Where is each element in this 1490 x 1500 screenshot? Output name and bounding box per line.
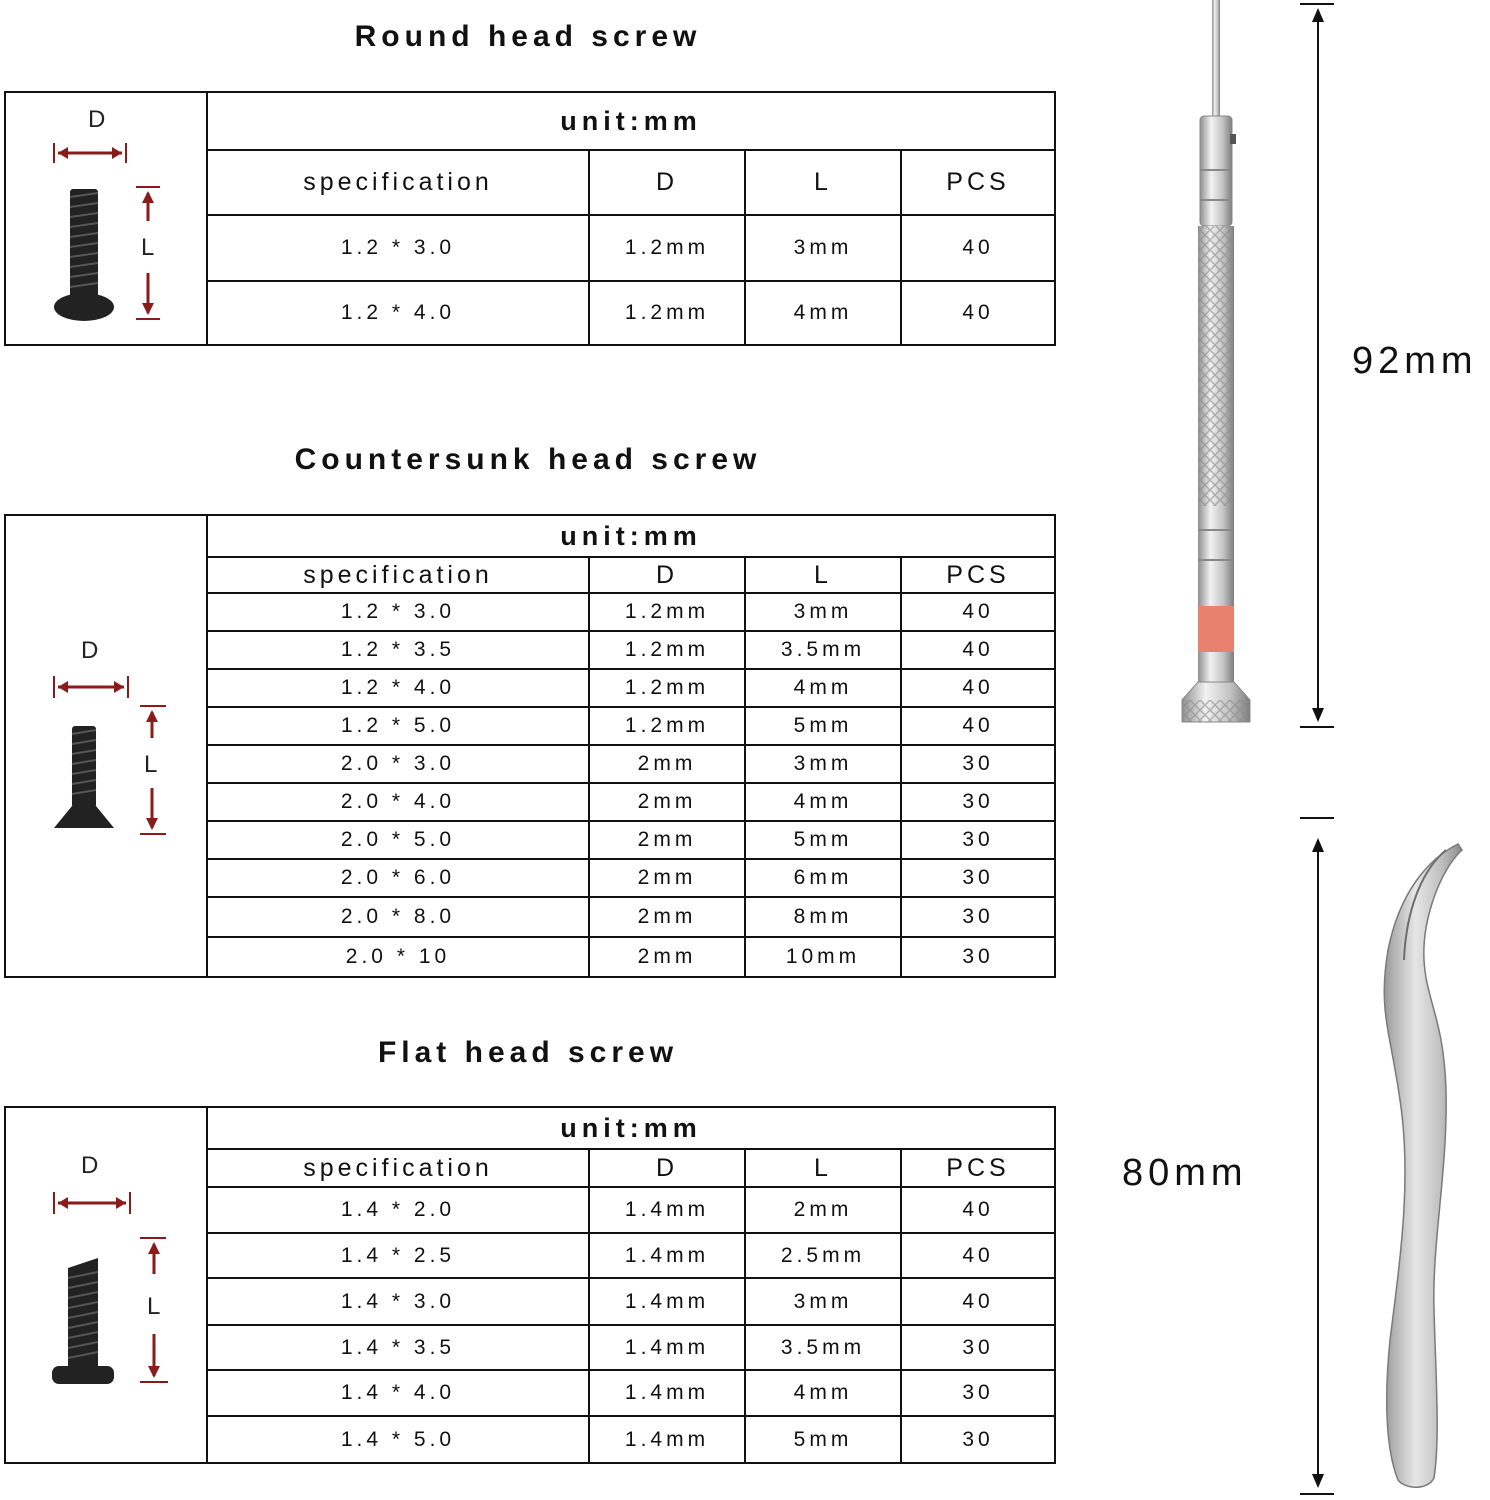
table-row <box>208 860 1054 898</box>
cell-d: 1.4mm <box>590 1188 746 1232</box>
tweezers-length-dimension <box>1290 800 1350 1500</box>
table-row <box>208 1279 1054 1326</box>
table-row <box>208 822 1054 860</box>
cell-l: 8mm <box>746 898 902 936</box>
cell-l: 4mm <box>746 670 902 706</box>
cell-specification: 2.0 * 3.0 <box>208 746 590 782</box>
cell-d: 1.2mm <box>590 708 746 744</box>
header-specification: specification <box>208 558 590 592</box>
cell-d: 1.2mm <box>590 632 746 668</box>
cell-l: 6mm <box>746 860 902 896</box>
cell-l: 3mm <box>746 746 902 782</box>
cell-specification: 1.4 * 2.5 <box>208 1234 590 1277</box>
cell-d: 2mm <box>590 898 746 936</box>
cell-d: 1.4mm <box>590 1371 746 1415</box>
screwdriver-icon <box>1160 0 1280 740</box>
tweezers-length-label: 80mm <box>1122 1152 1248 1194</box>
header-specification: specification <box>208 151 590 214</box>
cell-specification: 1.4 * 4.0 <box>208 1371 590 1415</box>
unit-label: unit:mm <box>208 516 1054 558</box>
table-row <box>208 1188 1054 1234</box>
screwdriver-length-label: 92mm <box>1352 340 1478 382</box>
table-row <box>208 670 1054 708</box>
round-head-screw-icon <box>6 93 206 343</box>
cell-specification: 1.2 * 5.0 <box>208 708 590 744</box>
cell-pcs: 40 <box>962 638 994 661</box>
cell-l: 3mm <box>746 1279 902 1324</box>
cell-specification: 1.2 * 4.0 <box>208 282 590 344</box>
table-row <box>208 632 1054 670</box>
header-pcs: PCS <box>946 168 1010 196</box>
table-row <box>208 594 1054 632</box>
section-title-round-head: Round head screw <box>354 20 702 53</box>
header-pcs: PCS <box>946 1153 1010 1182</box>
cell-l: 5mm <box>746 822 902 858</box>
table-header-row <box>208 1150 1054 1188</box>
cell-d: 1.2mm <box>590 216 746 280</box>
table-row <box>208 898 1054 938</box>
header-l: L <box>746 151 902 214</box>
table-row <box>208 1234 1054 1279</box>
header-d: D <box>590 558 746 592</box>
cell-specification: 1.4 * 3.0 <box>208 1279 590 1324</box>
cell-d: 1.4mm <box>590 1279 746 1324</box>
d-dimension-label: D <box>88 106 106 133</box>
d-dimension-label: D <box>81 1152 99 1179</box>
cell-d: 1.2mm <box>590 670 746 706</box>
cell-specification: 1.2 * 4.0 <box>208 670 590 706</box>
unit-label: unit:mm <box>208 1108 1054 1150</box>
cell-pcs: 30 <box>962 790 994 813</box>
cell-pcs: 30 <box>962 828 994 851</box>
cell-l: 4mm <box>746 282 902 344</box>
section-title-flat-head: Flat head screw <box>377 1036 679 1069</box>
header-d: D <box>590 151 746 214</box>
cell-l: 5mm <box>746 708 902 744</box>
cell-specification: 1.2 * 3.0 <box>208 216 590 280</box>
cell-d: 2mm <box>590 822 746 858</box>
cell-specification: 1.4 * 2.0 <box>208 1188 590 1232</box>
screwdriver-length-dimension <box>1290 0 1350 740</box>
header-l: L <box>746 558 902 592</box>
table-row <box>208 708 1054 746</box>
table-row <box>208 1371 1054 1417</box>
table-header-row <box>208 558 1054 594</box>
cell-d: 2mm <box>590 860 746 896</box>
cell-specification: 2.0 * 4.0 <box>208 784 590 820</box>
table-row <box>208 216 1054 282</box>
header-specification: specification <box>208 1150 590 1186</box>
cell-pcs: 40 <box>962 1289 994 1313</box>
table-row <box>208 1326 1054 1371</box>
countersunk-head-screw-icon <box>6 516 206 976</box>
l-dimension-label: L <box>141 234 155 261</box>
cell-specification: 2.0 * 10 <box>208 938 590 976</box>
cell-specification: 1.4 * 3.5 <box>208 1326 590 1369</box>
cell-l: 4mm <box>746 784 902 820</box>
cell-specification: 1.2 * 3.0 <box>208 594 590 630</box>
cell-pcs: 30 <box>962 1427 994 1451</box>
section-title-countersunk-head: Countersunk head screw <box>294 443 762 476</box>
cell-pcs: 40 <box>962 714 994 737</box>
cell-pcs: 30 <box>962 1335 994 1359</box>
cell-specification: 1.4 * 5.0 <box>208 1417 590 1462</box>
cell-l: 10mm <box>746 938 902 976</box>
cell-d: 2mm <box>590 784 746 820</box>
cell-l: 3mm <box>746 594 902 630</box>
cell-l: 3.5mm <box>746 632 902 668</box>
cell-specification: 1.2 * 3.5 <box>208 632 590 668</box>
round-head-screw-table <box>4 91 1056 346</box>
cell-l: 5mm <box>746 1417 902 1462</box>
cell-pcs: 30 <box>962 866 994 889</box>
cell-l: 3mm <box>746 216 902 280</box>
cell-d: 1.4mm <box>590 1417 746 1462</box>
cell-d: 1.2mm <box>590 282 746 344</box>
table-row <box>208 746 1054 784</box>
cell-pcs: 30 <box>962 1381 994 1404</box>
header-l: L <box>746 1150 902 1186</box>
cell-pcs: 40 <box>962 236 994 259</box>
cell-pcs: 40 <box>962 1243 994 1267</box>
cell-specification: 2.0 * 6.0 <box>208 860 590 896</box>
l-dimension-label: L <box>144 751 158 778</box>
cell-pcs: 40 <box>962 676 994 699</box>
cell-d: 2mm <box>590 746 746 782</box>
round-head-screw-diagram <box>6 93 208 344</box>
unit-label: unit:mm <box>208 93 1054 151</box>
header-d: D <box>590 1150 746 1186</box>
flat-head-screw-diagram <box>6 1108 208 1462</box>
l-dimension-label: L <box>147 1293 161 1320</box>
cell-pcs: 30 <box>962 905 994 928</box>
cell-specification: 2.0 * 5.0 <box>208 822 590 858</box>
table-row <box>208 784 1054 822</box>
flat-head-screw-icon <box>6 1108 206 1462</box>
cell-l: 2mm <box>746 1188 902 1232</box>
table-row <box>208 1417 1054 1462</box>
countersunk-head-screw-table <box>4 514 1056 978</box>
tweezers-icon <box>1370 840 1480 1500</box>
flat-head-screw-table <box>4 1106 1056 1464</box>
cell-specification: 2.0 * 8.0 <box>208 898 590 936</box>
table-row <box>208 938 1054 976</box>
cell-pcs: 40 <box>962 1198 994 1221</box>
cell-pcs: 30 <box>962 752 994 775</box>
cell-pcs: 40 <box>962 600 994 623</box>
d-dimension-label: D <box>81 637 99 664</box>
cell-d: 1.4mm <box>590 1234 746 1277</box>
header-pcs: PCS <box>946 560 1010 589</box>
cell-l: 4mm <box>746 1371 902 1415</box>
cell-l: 3.5mm <box>746 1326 902 1369</box>
cell-pcs: 30 <box>962 945 994 968</box>
table-row <box>208 282 1054 344</box>
cell-d: 2mm <box>590 938 746 976</box>
table-header-row <box>208 151 1054 216</box>
cell-pcs: 40 <box>962 301 994 324</box>
countersunk-head-screw-diagram <box>6 516 208 976</box>
cell-d: 1.4mm <box>590 1326 746 1369</box>
cell-l: 2.5mm <box>746 1234 902 1277</box>
cell-d: 1.2mm <box>590 594 746 630</box>
